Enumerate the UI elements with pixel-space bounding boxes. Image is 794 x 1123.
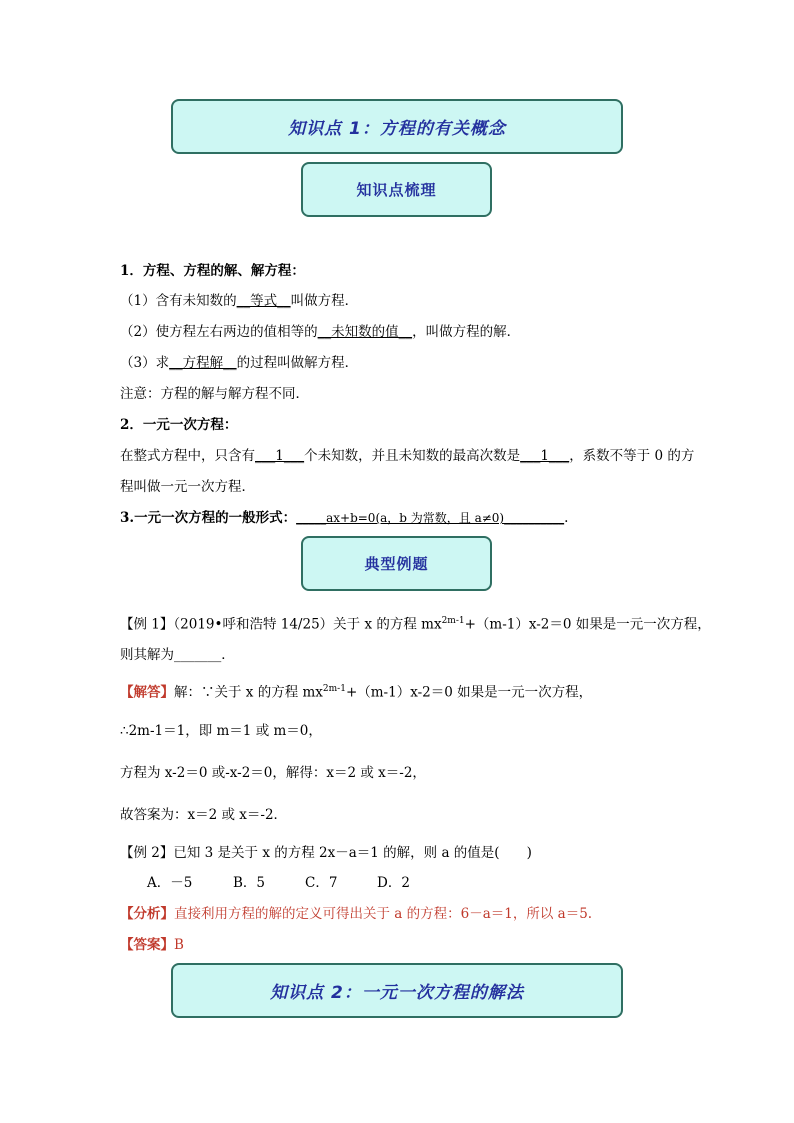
example2-question [120, 844, 532, 862]
section3-answer: _____ax+b=0(a，b 为常数，且 a≠0)__________ [296, 511, 565, 525]
example1-source: （2019•呼和浩特 14/25）关于 x 的方程 mx [173, 616, 442, 633]
example1-solution-3: 方程为 x-2＝0 或-x-2＝0，解得：x＝2 或 x＝-2， [120, 765, 426, 781]
option-b: B．5 [233, 875, 266, 891]
section1-item3 [120, 354, 358, 372]
answer-label: 【答案】 [120, 937, 174, 953]
item1-blank: __等式__ [236, 293, 291, 309]
analysis-text: 直接利用方程的解的定义可得出关于 a 的方程：6－a＝1，所以 a＝5. [174, 906, 593, 922]
heading-examples: 典型例题 [301, 536, 492, 591]
example1-label: 【例 1】 [120, 616, 174, 633]
heading-knowledge-point-1: 知识点 1：方程的有关概念 [171, 99, 623, 154]
example1-solution-2: ∴2m-1＝1，即 m＝1 或 m＝0， [120, 723, 322, 739]
section1-title: 1．方程、方程的解、解方程： [120, 263, 305, 279]
example1-question [120, 612, 711, 634]
section2-text-c: ，系数不等于 0 的方 [569, 448, 695, 464]
example1-solution-1 [120, 680, 592, 702]
analysis-label: 【分析】 [120, 906, 174, 922]
example1-solution-4: 故答案为：x＝2 或 x＝-2． [120, 807, 288, 823]
section2-blank2: ___1___ [520, 448, 570, 464]
section1-item1 [120, 292, 358, 310]
section2-title: 2．一元一次方程： [120, 417, 238, 433]
solution-label: 【解答】 [120, 684, 174, 701]
section2-text-b: 个未知数，并且未知数的最高次数是 [304, 448, 521, 464]
section3-line [120, 509, 568, 527]
heading-summary: 知识点梳理 [301, 162, 492, 217]
section2-line1 [120, 447, 694, 465]
heading-knowledge-point-2: 知识点 2：一元一次方程的解法 [171, 963, 623, 1018]
item1-prefix: （1）含有未知数的 [120, 293, 237, 309]
solution-exponent: 2m-1 [322, 684, 346, 694]
section1-note: 注意：方程的解与解方程不同． [120, 386, 309, 402]
example2-analysis [120, 905, 592, 923]
example1-line2: 则其解为_______． [120, 647, 235, 663]
example1-exponent: 2m-1 [441, 616, 465, 626]
section3-title: 3.一元一次方程的一般形式： [120, 510, 297, 526]
example2-text: 已知 3 是关于 x 的方程 2x－a＝1 的解，则 a 的值是( ) [173, 845, 532, 861]
section1-item2 [120, 323, 520, 341]
answer-value: B [174, 937, 184, 953]
item2-prefix: （2）使方程左右两边的值相等的 [120, 324, 318, 340]
section2-text-a: 在整式方程中，只含有 [120, 448, 255, 464]
option-a: A．－5 [147, 875, 193, 891]
section3-end: . [564, 510, 569, 526]
item2-blank: __未知数的值__ [317, 324, 413, 340]
section2-blank1: ___1___ [255, 448, 305, 464]
item1-suffix: 叫做方程． [290, 293, 359, 309]
solution-text: 解：∵关于 x 的方程 mx [174, 684, 323, 701]
example2-label: 【例 2】 [120, 845, 174, 861]
item2-suffix: ，叫做方程的解． [412, 324, 521, 340]
example1-rest: +（m-1）x-2＝0 如果是一元一次方程， [464, 616, 711, 633]
item3-blank: __方程解__ [169, 355, 237, 371]
solution-rest: +（m-1）x-2＝0 如果是一元一次方程， [345, 684, 593, 701]
example2-answer [120, 936, 184, 954]
option-d: D．2 [377, 875, 410, 891]
section2-line2: 程叫做一元一次方程． [120, 479, 255, 495]
item3-prefix: （3）求 [120, 355, 170, 371]
item3-suffix: 的过程叫做解方程． [236, 355, 359, 371]
example2-options [147, 874, 410, 892]
option-c: C．7 [305, 875, 338, 891]
